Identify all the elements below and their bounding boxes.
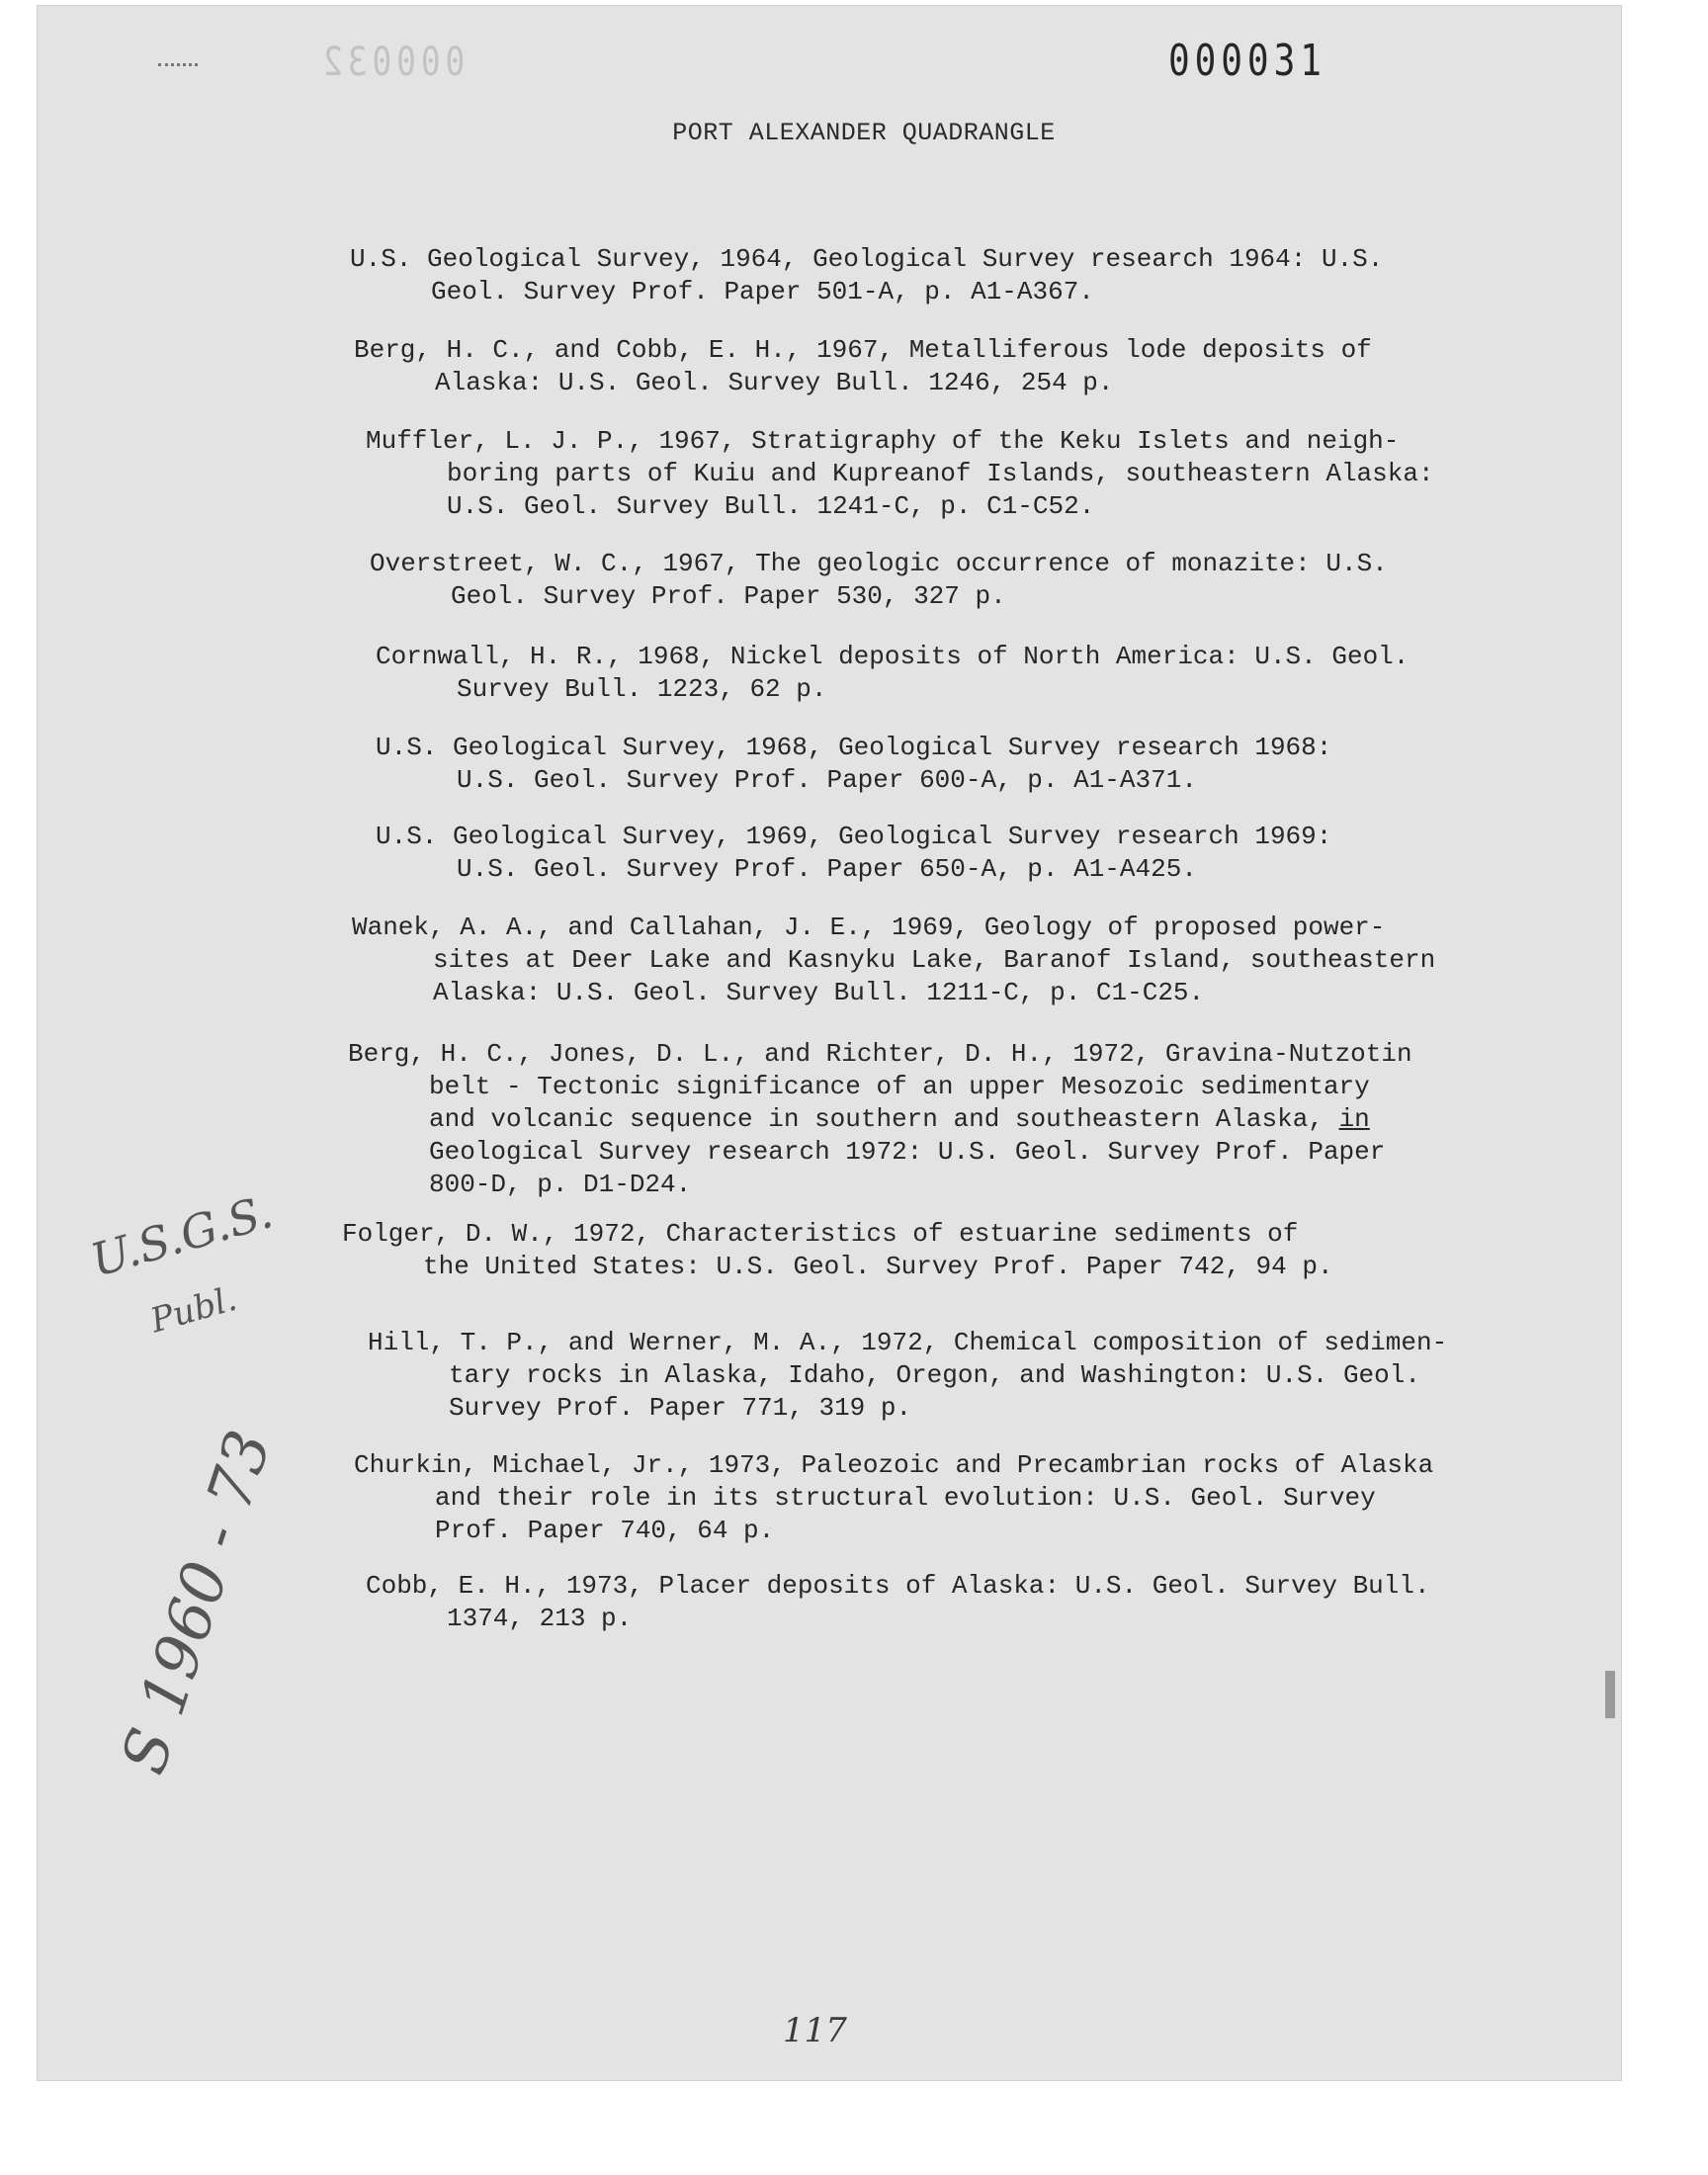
reference-line: Survey Bull. 1223, 62 p. bbox=[457, 674, 827, 704]
reference-line: Alaska: U.S. Geol. Survey Bull. 1246, 254 p. bbox=[435, 368, 1114, 397]
scan-edge-mark bbox=[1605, 1671, 1615, 1718]
handwritten-range-note: S 1960 - 73 bbox=[107, 1422, 286, 1783]
page-number: 117 bbox=[783, 2011, 847, 2050]
in-word: in bbox=[1338, 1104, 1370, 1134]
reference-line: and their role in its structural evolution: U.S. Geol. Survey bbox=[435, 1483, 1376, 1513]
reference-line: Geol. Survey Prof. Paper 530, 327 p. bbox=[451, 581, 1006, 611]
reference-line: 1374, 213 p. bbox=[447, 1604, 633, 1633]
reference-line-text: and volcanic sequence in southern and southeastern Alaska, bbox=[429, 1104, 1324, 1134]
reference-line: U.S. Geol. Survey Prof. Paper 650-A, p. A1-A425. bbox=[457, 854, 1197, 884]
scan-speck bbox=[158, 63, 198, 72]
reference-line: Wanek, A. A., and Callahan, J. E., 1969, Geology of proposed power- bbox=[352, 913, 1386, 942]
reference-line: boring parts of Kuiu and Kupreanof Islands, southeastern Alaska: bbox=[447, 459, 1434, 488]
reference-line: Berg, H. C., and Cobb, E. H., 1967, Metalliferous lode deposits of bbox=[354, 335, 1372, 365]
handwritten-usgs-note: U.S.G.S. bbox=[85, 1184, 279, 1287]
reference-line: sites at Deer Lake and Kasnyku Lake, Baranof Island, southeastern bbox=[433, 945, 1436, 975]
reference-line: Geological Survey research 1972: U.S. Geol. Survey Prof. Paper bbox=[429, 1137, 1386, 1167]
reference-line: U.S. Geological Survey, 1969, Geological Survey research 1969: bbox=[376, 822, 1332, 851]
reference-line: Alaska: U.S. Geol. Survey Bull. 1211-C, p. C1-C25. bbox=[433, 978, 1205, 1007]
page-title: PORT ALEXANDER QUADRANGLE bbox=[672, 119, 1056, 147]
reference-line: U.S. Geol. Survey Bull. 1241-C, p. C1-C52. bbox=[447, 491, 1095, 521]
reference-line bbox=[348, 1103, 1412, 1136]
reference-line: Churkin, Michael, Jr., 1973, Paleozoic and Precambrian rocks of Alaska bbox=[354, 1450, 1434, 1480]
reference-line: Cornwall, H. R., 1968, Nickel deposits of North America: U.S. Geol. bbox=[376, 642, 1409, 671]
reference-line: Hill, T. P., and Werner, M. A., 1972, Chemical composition of sedimen- bbox=[368, 1328, 1448, 1357]
reference-line: Overstreet, W. C., 1967, The geologic occurrence of monazite: U.S. bbox=[370, 549, 1388, 578]
reference-line: the United States: U.S. Geol. Survey Prof. Paper 742, 94 p. bbox=[423, 1252, 1333, 1281]
reference-line: 800-D, p. D1-D24. bbox=[429, 1170, 692, 1199]
reference-line: belt - Tectonic significance of an upper Mesozoic sedimentary bbox=[429, 1072, 1370, 1101]
reference-line: Prof. Paper 740, 64 p. bbox=[435, 1516, 775, 1545]
reference-line: Cobb, E. H., 1973, Placer deposits of Alaska: U.S. Geol. Survey Bull. bbox=[366, 1571, 1430, 1601]
reference-line: U.S. Geol. Survey Prof. Paper 600-A, p. A1-A371. bbox=[457, 765, 1197, 795]
reference-line: Geol. Survey Prof. Paper 501-A, p. A1-A367. bbox=[431, 277, 1094, 306]
reference-line: Survey Prof. Paper 771, 319 p. bbox=[449, 1393, 912, 1423]
reference-line: tary rocks in Alaska, Idaho, Oregon, and Washington: U.S. Geol. bbox=[449, 1360, 1420, 1390]
document-number: 000031 bbox=[1168, 36, 1326, 86]
reference-entry bbox=[366, 1505, 1430, 1700]
reference-line: Muffler, L. J. P., 1967, Stratigraphy of the Keku Islets and neigh- bbox=[366, 426, 1400, 456]
reference-line: Folger, D. W., 1972, Characteristics of estuarine sediments of bbox=[342, 1219, 1299, 1249]
bleed-through-number: 000032 bbox=[318, 40, 466, 85]
reference-line: U.S. Geological Survey, 1964, Geological Survey research 1964: U.S. bbox=[350, 244, 1384, 274]
handwritten-publ-note: Publ. bbox=[146, 1278, 241, 1342]
reference-line: U.S. Geological Survey, 1968, Geological Survey research 1968: bbox=[376, 733, 1332, 762]
reference-line: Berg, H. C., Jones, D. L., and Richter, D. H., 1972, Gravina-Nutzotin bbox=[348, 1039, 1412, 1069]
